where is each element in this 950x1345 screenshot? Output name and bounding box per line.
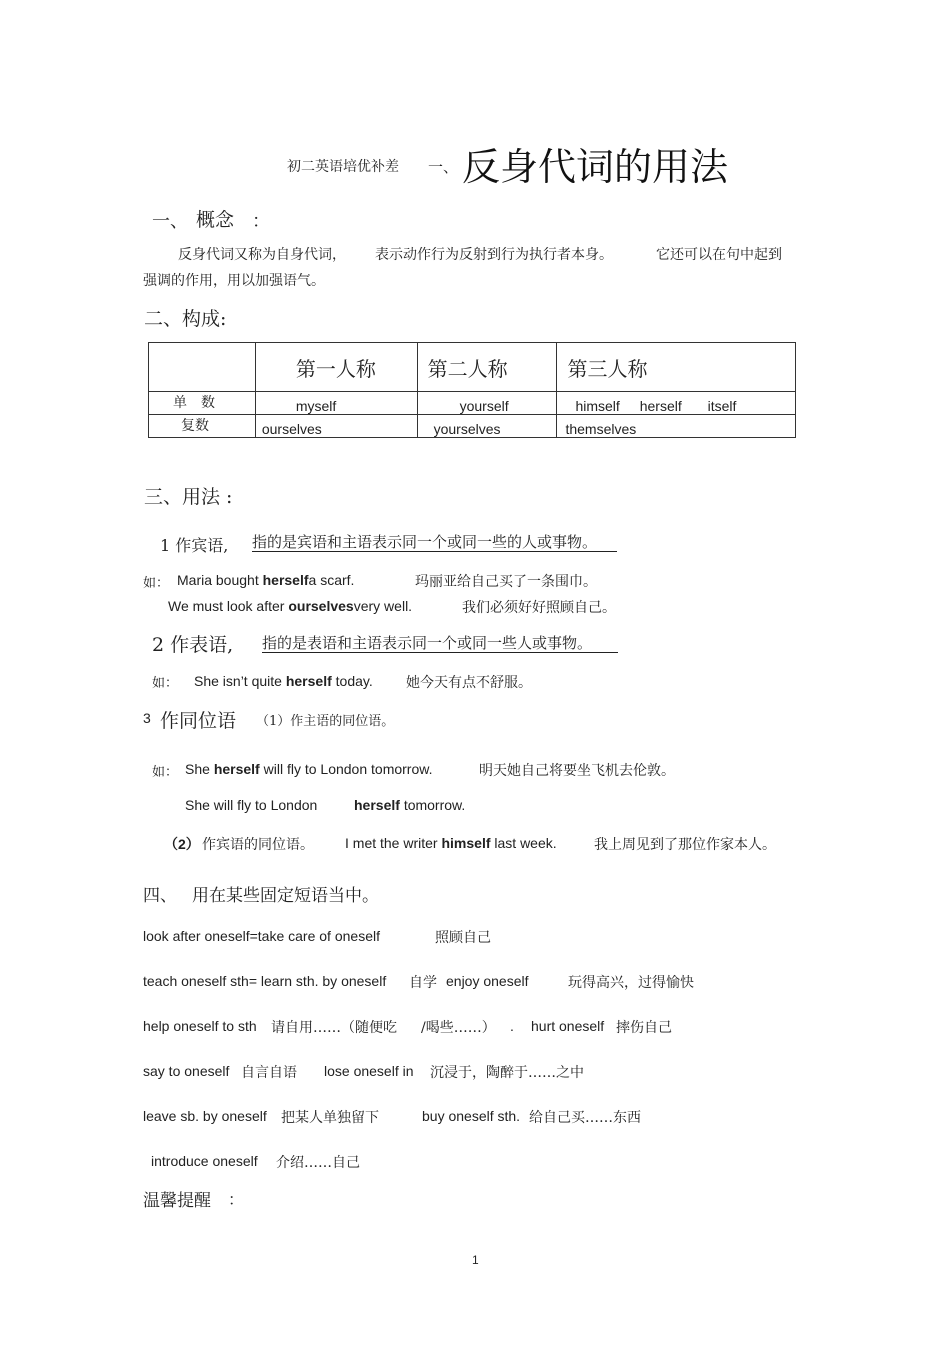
phrase-chinese: 摔伤自己 [616,1020,672,1036]
example-prefix: 如： [152,676,179,691]
section-1-colon: ： [252,211,270,232]
phrase-english: lose oneself in [324,1063,414,1079]
cell-third-singular [557,392,796,415]
cell-ourselves: ourselves [255,415,417,438]
phrase-english: enjoy oneself [446,973,529,989]
concept-text-c: 它还可以在句中起到 [656,247,782,263]
example-translation: 玛丽亚给自己买了一条围巾。 [415,574,597,590]
phrase-english: teach oneself sth= learn sth. by oneself [143,973,387,989]
concept-text-a: 反身代词又称为自身代词， [178,247,346,263]
example-prefix: 如： [143,576,170,591]
header-first-person: 第一人称 [255,343,417,392]
example-text: We must look after [168,598,285,614]
document-subtitle: 初二英语培优补差 [287,159,399,175]
section-1-number: 一、 [152,211,188,232]
usage-2-label: 2 作表语, [152,634,234,656]
example-pronoun: herself [213,761,260,777]
section-4-number: 四、 [143,886,177,906]
usage-3-number: 3 [143,710,151,726]
example-text: today. [335,673,373,689]
example-pronoun: herself [262,572,309,588]
phrase-english: leave sb. by oneself [143,1108,267,1124]
example-sentence [177,572,354,588]
example-pronoun: ourselves [288,598,354,614]
example-sentence [185,761,432,777]
phrase-chinese: 给自己买……东西 [529,1110,641,1126]
phrase-chinese: /喝些……） [421,1020,496,1036]
example-text: very well. [353,598,413,614]
title-number: 一、 [428,158,459,176]
cell-myself: myself [255,392,417,415]
tip-colon: ： [228,1190,245,1209]
example-translation: 她今天有点不舒服。 [406,675,532,691]
example-text: She isn’t quite [194,673,282,689]
phrase-separator: . [510,1018,514,1034]
phrase-english: introduce oneself [151,1153,258,1169]
phrase-english: hurt oneself [531,1018,605,1034]
phrase-chinese: 玩得高兴，过得愉快 [568,975,694,991]
example-sentence [345,835,557,851]
example-text: tomorrow. [403,797,466,813]
section-4-heading: 用在某些固定短语当中。 [192,886,379,906]
example-pronoun: herself [285,673,332,689]
phrase-chinese: 把某人单独留下 [281,1110,379,1126]
phrase-english: say to oneself [143,1063,230,1079]
phrase-chinese: 沉浸于，陶醉于……之中 [430,1065,584,1081]
example-sentence [168,598,412,614]
phrase-english: help oneself to sth [143,1018,257,1034]
page-number: 1 [472,1253,479,1267]
table-header-row [149,343,796,392]
concept-text-b: 表示动作行为反射到行为执行者本身。 [375,247,613,263]
cell-themselves: themselves [557,415,796,438]
header-third-person: 第三人称 [557,343,796,392]
example-translation: 明天她自己将要坐飞机去伦敦。 [479,763,675,779]
example-sentence [194,673,373,689]
concept-text-d: 强调的作用，用以加强语气。 [143,273,325,289]
table-row [149,392,796,415]
section-3-heading: 三、用法 : [144,486,233,508]
example-translation: 我们必须好好照顾自己。 [462,600,616,616]
cell-yourselves: yourselves [417,415,557,438]
cell-itself: itself [707,398,737,414]
example-text: I met the writer [345,835,438,851]
phrase-chinese: 介绍……自己 [276,1155,360,1171]
phrase-chinese: 自学 [409,975,437,991]
example-text: last week. [494,835,557,851]
usage-3-sub1: （1）作主语的同位语。 [256,714,395,729]
example-prefix: 如： [152,765,179,780]
section-1-heading: 概念 [196,209,235,231]
usage-1-label: 1 作宾语, [160,536,229,555]
phrase-english: buy oneself sth. [422,1108,521,1124]
example-text: She will fly to London [185,797,318,813]
example-text: She [185,761,210,777]
cell-herself: herself [639,398,682,414]
cell-yourself: yourself [417,392,557,415]
usage-1-description: 指的是宾语和主语表示同一个或同一些的人或事物。 [252,534,617,552]
singular-label: 单 数 [149,392,256,415]
usage-3-sub2-number: （2） [164,836,200,852]
example-text: Maria bought [177,572,259,588]
usage-2-description: 指的是表语和主语表示同一个或同一些人或事物。 [262,635,618,653]
example-pronoun: himself [441,835,491,851]
table-corner-cell [149,343,256,392]
example-translation: 我上周见到了那位作家本人。 [594,837,776,853]
example-text: will fly to London tomorrow. [263,761,433,777]
phrase-english: look after oneself=take care of oneself [143,928,380,944]
phrase-chinese: 照顾自己 [435,930,491,946]
example-sentence [354,797,465,813]
pronoun-table [148,342,796,438]
section-2-heading: 二、构成: [144,308,227,330]
phrase-chinese: 请自用……（随便吃 [271,1020,397,1036]
phrase-chinese: 自言自语 [241,1065,297,1081]
example-text: a scarf. [308,572,355,588]
cell-himself: himself [575,398,620,414]
page-title: 反身代词的用法 [462,145,729,189]
example-pronoun: herself [354,797,400,813]
usage-3-label: 作同位语 [160,710,237,732]
plural-label: 复数 [149,415,256,438]
usage-3-sub2: 作宾语的同位语。 [202,837,314,853]
header-second-person: 第二人称 [417,343,557,392]
table-row [149,415,796,438]
tip-label: 温馨提醒 [143,1191,211,1211]
